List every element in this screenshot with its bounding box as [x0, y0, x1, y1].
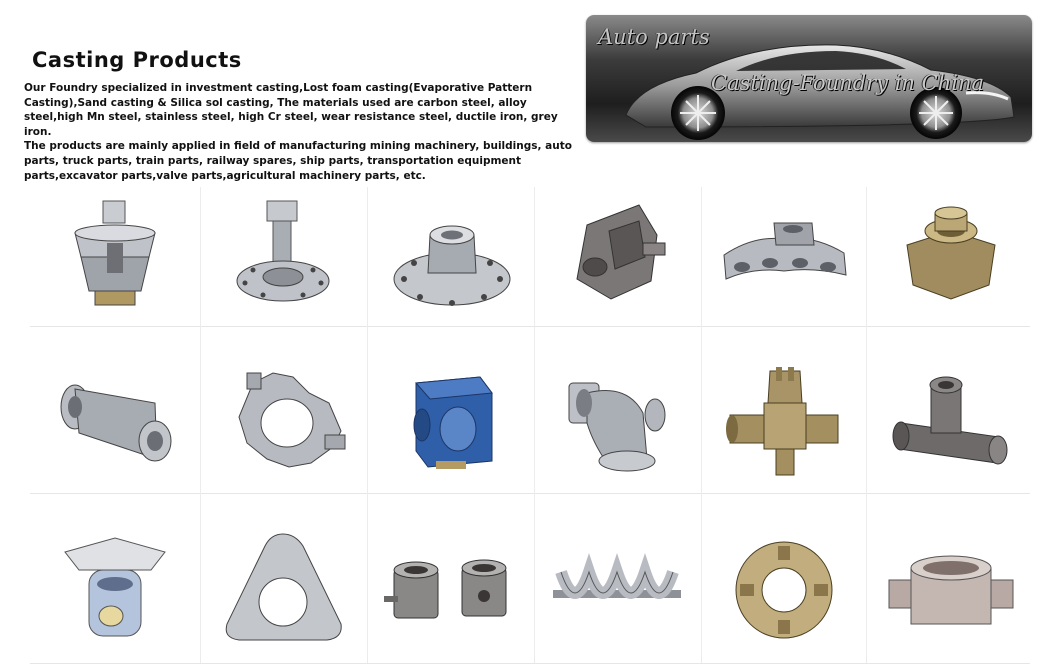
- row-divider: [30, 326, 1030, 327]
- screw-auger-icon: [547, 528, 687, 648]
- banner-title: Auto parts: [598, 25, 710, 49]
- product-description: [24, 81, 584, 183]
- description-paragraph: Our Foundry specialized in investment casting,Lost foam casting(Evaporative Pattern Casting),Sand casting & Silica sol casting, The materials used are carbon steel, alloy steel,high Mn steel, stainless steel, high Cr steel, wear resistance steel, ductile iron, grey iron.: [24, 82, 558, 138]
- description-paragraph: The products are mainly applied in field of manufacturing mining machinery, buildings, auto parts, truck parts, train parts, railway spares, ship parts, transportation equipment parts,excavator parts,valve parts,agricultural machinery parts, etc.: [24, 140, 572, 182]
- row-divider: [30, 663, 1030, 664]
- product-tile: [534, 353, 700, 493]
- product-tile: [701, 185, 867, 325]
- page-title: Casting Products: [32, 48, 242, 72]
- product-tile: [367, 353, 533, 493]
- product-tile: [868, 353, 1034, 493]
- bearing-cage-icon: [714, 528, 854, 648]
- product-tile: [868, 518, 1034, 658]
- product-tile: [32, 518, 198, 658]
- product-tile: [200, 353, 366, 493]
- product-tile: [868, 185, 1034, 325]
- triangle-plate-icon: [213, 528, 353, 648]
- product-tile: [367, 518, 533, 658]
- differential-case-icon: [45, 195, 185, 315]
- spindle-flange-icon: [213, 195, 353, 315]
- valve-body-icon: [45, 363, 185, 483]
- valve-block-icon: [380, 363, 520, 483]
- pipe-tee-icon: [881, 363, 1021, 483]
- product-tile: [534, 185, 700, 325]
- flange-hub-icon: [380, 195, 520, 315]
- angle-valve-icon: [547, 363, 687, 483]
- exhaust-manifold-icon: [714, 195, 854, 315]
- product-tile: [367, 185, 533, 325]
- product-tile: [200, 518, 366, 658]
- housing-bracket-icon: [547, 195, 687, 315]
- polished-housing-icon: [45, 528, 185, 648]
- product-tile: [701, 353, 867, 493]
- banner-subtitle: Casting-Foundry in China: [711, 71, 984, 95]
- product-tile: [32, 185, 198, 325]
- hex-fitting-icon: [881, 195, 1021, 315]
- gear-ring-icon: [213, 363, 353, 483]
- product-tile: [701, 518, 867, 658]
- product-gallery: [30, 183, 1030, 667]
- shaft-collars-icon: [380, 528, 520, 648]
- row-divider: [30, 493, 1030, 494]
- tee-connector-icon: [714, 363, 854, 483]
- product-tile: [32, 353, 198, 493]
- product-tile: [200, 185, 366, 325]
- product-tile: [534, 518, 700, 658]
- pipe-coupling-icon: [881, 528, 1021, 648]
- auto-parts-banner: [586, 15, 1032, 142]
